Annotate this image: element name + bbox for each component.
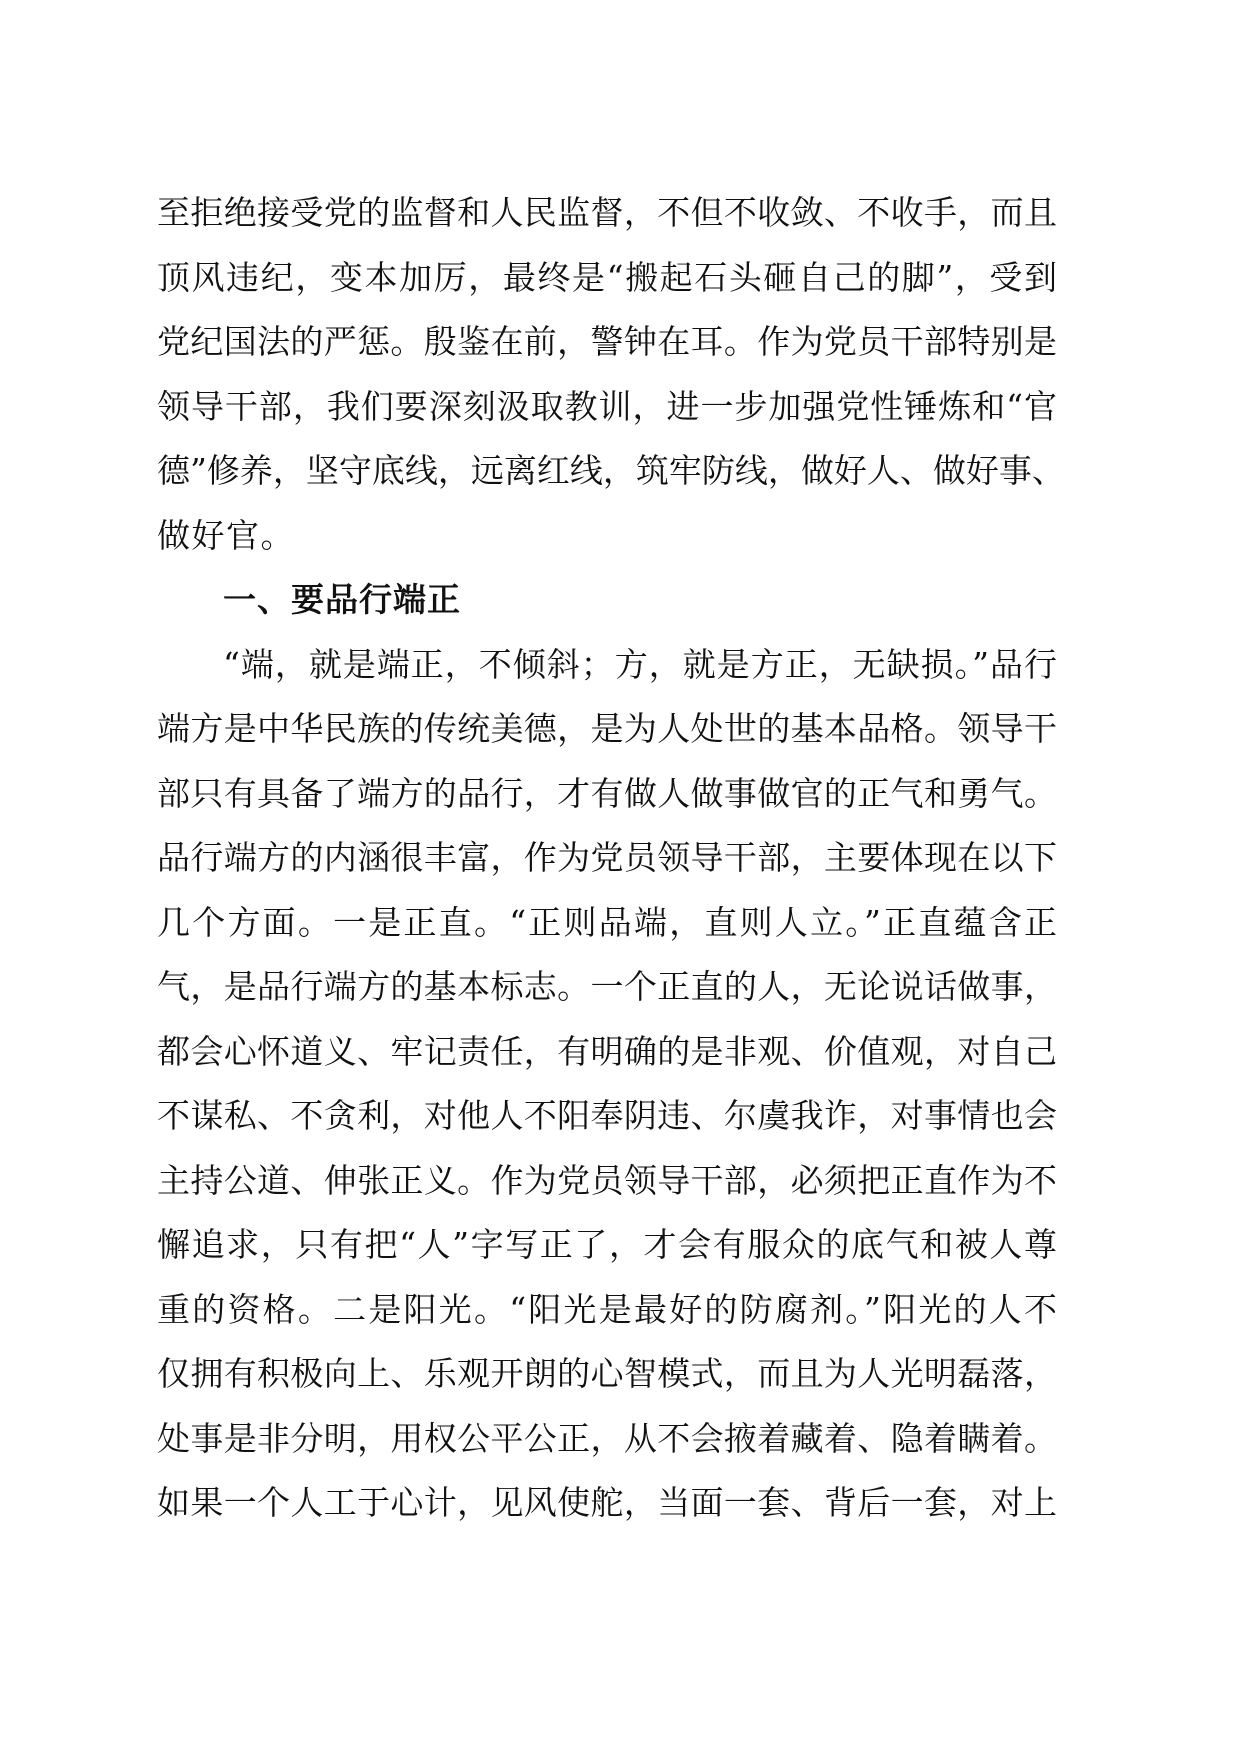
document-body	[157, 188, 1065, 1543]
section-heading: 一、要品行端正	[223, 580, 461, 619]
paragraph-line: 部只有具备了端方的品行，才有做人做事做官的正气和勇气。	[157, 773, 1057, 813]
paragraph-line: “端，就是端正，不倾斜；方，就是方正，无缺损。”品行	[223, 644, 1057, 684]
paragraph-line: 都会心怀道义、牢记责任，有明确的是非观、价值观，对自己	[157, 1031, 1057, 1071]
paragraph-line: 不谋私、不贪利，对他人不阳奉阴违、尔虞我诈，对事情也会	[157, 1096, 1057, 1135]
paragraph-line: 主持公道、伸张正义。作为党员领导干部，必须把正直作为不	[157, 1160, 1057, 1200]
paragraph-line: 顶风违纪，变本加厉，最终是“搬起石头砸自己的脚”，受到	[157, 257, 1057, 297]
paragraph-line: 如果一个人工于心计，见风使舵，当面一套、背后一套，对上	[157, 1483, 1057, 1522]
paragraph-line: 品行端方的内涵很丰富，作为党员领导干部，主要体现在以下	[157, 838, 1057, 877]
paragraph-line: 端方是中华民族的传统美德，是为人处世的基本品格。领导干	[157, 709, 1057, 748]
paragraph-line: 德”修养，坚守底线，远离红线，筑牢防线，做好人、做好事、	[157, 451, 1065, 490]
paragraph-line: 气，是品行端方的基本标志。一个正直的人，无论说话做事，	[157, 967, 1057, 1006]
paragraph-line: 仅拥有积极向上、乐观开朗的心智模式，而且为人光明磊落，	[157, 1354, 1057, 1393]
paragraph-line: 几个方面。一是正直。“正则品端，直则人立。”正直蕴含正	[157, 902, 1057, 942]
paragraph-line: 至拒绝接受党的监督和人民监督，不但不收敛、不收手，而且	[157, 193, 1057, 232]
paragraph-line: 党纪国法的严惩。殷鉴在前，警钟在耳。作为党员干部特别是	[157, 322, 1057, 361]
paragraph-line: 处事是非分明，用权公平公正，从不会掖着藏着、隐着瞒着。	[157, 1418, 1057, 1458]
paragraph-line: 懈追求，只有把“人”字写正了，才会有服众的底气和被人尊	[157, 1225, 1057, 1264]
paragraph-line: 做好官。	[157, 515, 295, 555]
paragraph-line: 重的资格。二是阳光。“阳光是最好的防腐剂。”阳光的人不	[157, 1289, 1057, 1329]
paragraph-line: 领导干部，我们要深刻汲取教训，进一步加强党性锤炼和“官	[157, 386, 1057, 426]
